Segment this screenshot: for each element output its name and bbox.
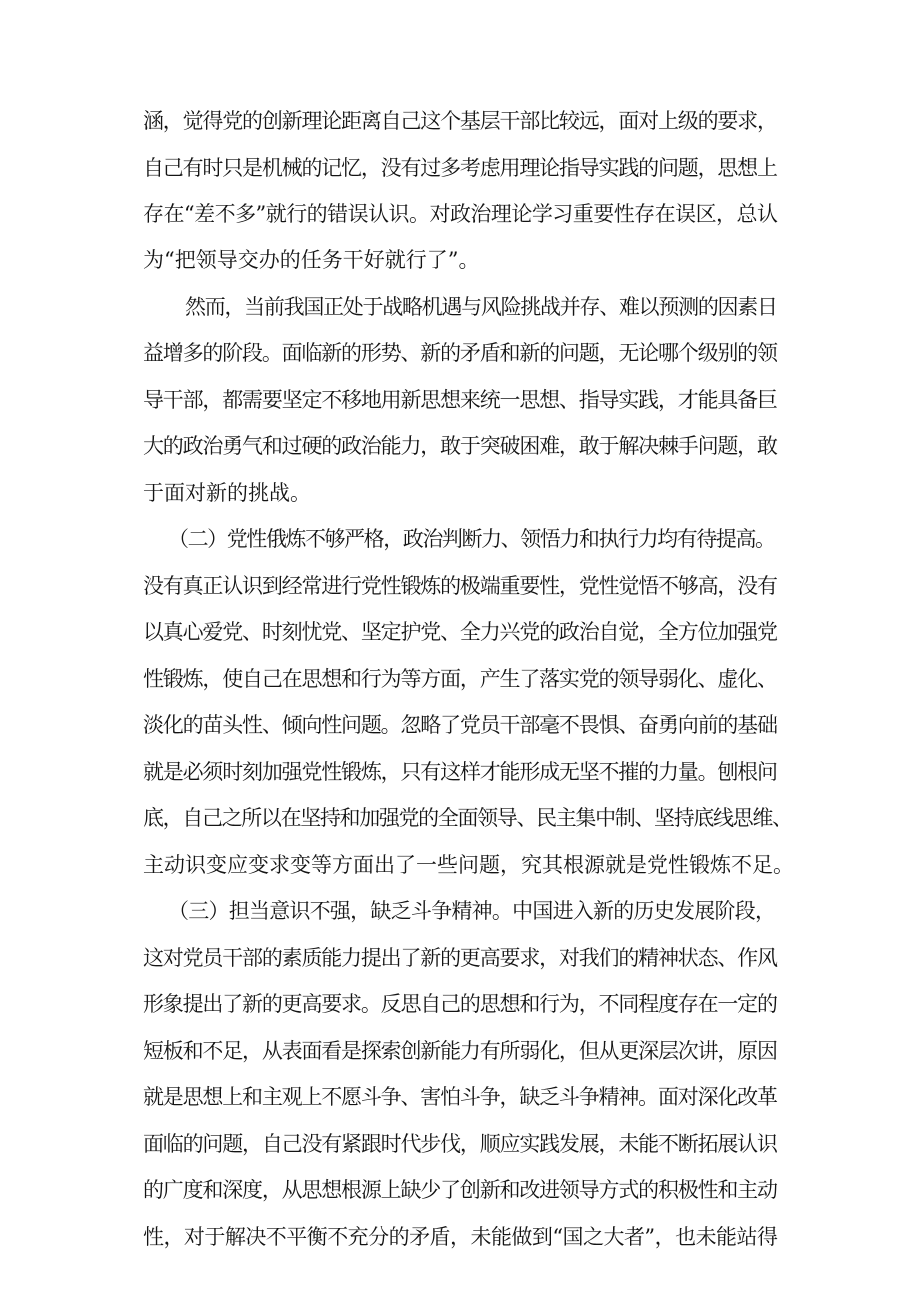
text-line: 导干部，都需要坚定不移地用新思想来统一思想、指导实践，才能具备巨 bbox=[143, 388, 777, 412]
text-line: 涵，觉得党的创新理论距离自己这个基层干部比较远，面对上级的要求， bbox=[143, 109, 777, 133]
text-line: 形象提出了新的更高要求。反思自己的思想和行为，不同程度存在一定的 bbox=[143, 992, 777, 1016]
text-line: 存在“差不多”就行的错误认识。对政治理论学习重要性存在误区，总认 bbox=[143, 202, 778, 226]
text-line: 短板和不足，从表面看是探索创新能力有所弱化，但从更深层次讲，原因 bbox=[143, 1039, 777, 1063]
text-line: 面临的问题，自己没有紧跟时代步伐，顺应实践发展，未能不断拓展认识 bbox=[143, 1132, 777, 1156]
text-line: 淡化的苗头性、倾向性问题。忽略了党员干部毫不畏惧、奋勇向前的基础 bbox=[143, 713, 777, 737]
text-line: 大的政治勇气和过硬的政治能力，敢于突破困难，敢于解决棘手问题，敢 bbox=[143, 434, 777, 458]
text-line: 性，对于解决不平衡不充分的矛盾，未能做到“国之大者”，也未能站得 bbox=[143, 1225, 778, 1249]
text-line: 于面对新的挑战。 bbox=[143, 481, 311, 505]
section-heading-line: （二）党性俄炼不够严格，政治判断力、领悟力和执行力均有待提高。 bbox=[168, 527, 775, 551]
text-line: 没有真正认识到经常进行党性锻炼的极端重要性，党性觉悟不够高，没有 bbox=[143, 574, 777, 598]
text-line: 以真心爱党、时刻忧党、坚定护党、全力兴党的政治自觉，全方位加强党 bbox=[143, 620, 777, 644]
text-line: 就是思想上和主观上不愿斗争、害怕斗争，缺乏斗争精神。面对深化改革 bbox=[143, 1085, 777, 1109]
text-line: 自己有时只是机械的记忆，没有过多考虑用理论指导实践的问题，思想上 bbox=[143, 156, 777, 180]
text-line: 的广度和深度，从思想根源上缺少了创新和改进领导方式的积极性和主动 bbox=[143, 1178, 777, 1202]
section-heading-line: （三）担当意识不强，缺乏斗争精神。中国进入新的历史发展阶段， bbox=[168, 899, 776, 923]
text-line: 性锻炼，使自己在思想和行为等方面，产生了落实党的领导弱化、虚化、 bbox=[143, 667, 777, 691]
text-line: 益增多的阶段。面临新的形势、新的矛盾和新的问题，无论哪个级别的领 bbox=[143, 341, 777, 365]
text-line: 这对党员干部的素质能力提出了新的更高要求，对我们的精神状态、作风 bbox=[143, 946, 777, 970]
text-line: 底，自己之所以在坚持和加强党的全面领导、民主集中制、坚持底线思维、 bbox=[143, 806, 792, 830]
text-line: 主动识变应变求变等方面出了一些问题，究其根源就是党性锻炼不足。 bbox=[143, 853, 794, 877]
text-line: 然而，当前我国正处于战略机遇与风险挑战并存、难以预测的因素日 bbox=[185, 295, 777, 319]
text-line: 为“把领导交办的任务干好就行了”。 bbox=[143, 248, 480, 272]
text-line: 就是必须时刻加强党性锻炼，只有这样才能形成无坚不摧的力量。刨根问 bbox=[143, 760, 777, 784]
